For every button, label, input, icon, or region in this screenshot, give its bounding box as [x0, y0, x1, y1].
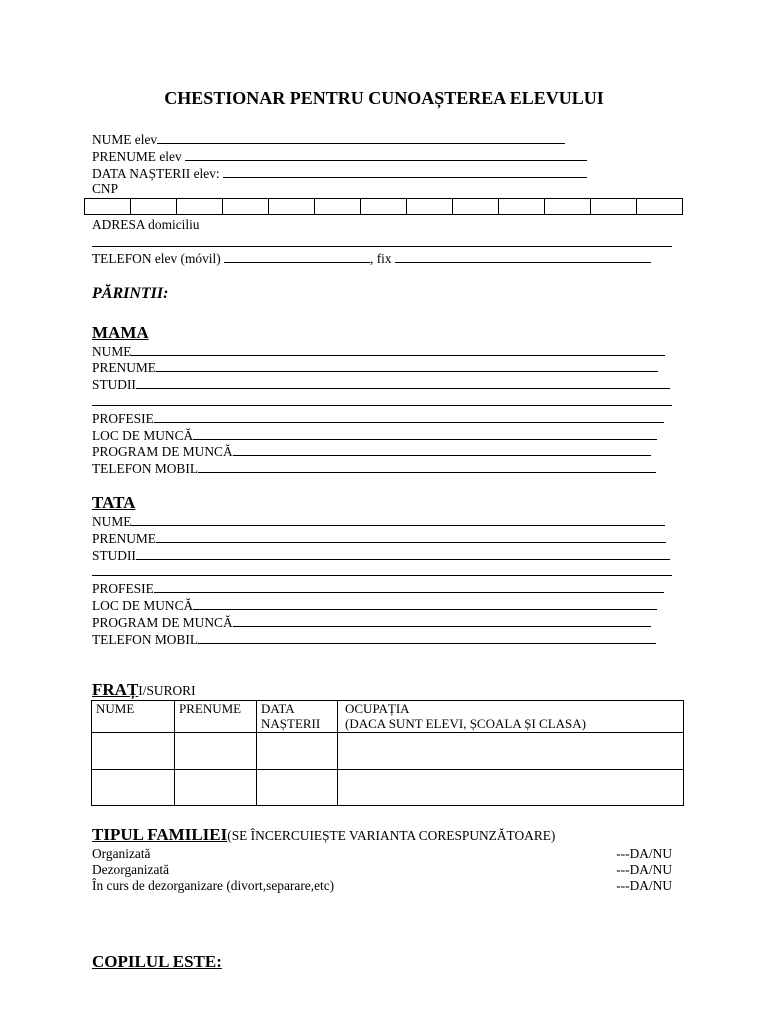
frati-col-ocupatia-l1: OCUPAȚIA [345, 701, 410, 716]
field-label: STUDII [92, 548, 136, 563]
table-cell[interactable] [338, 770, 684, 806]
blank-line[interactable] [193, 597, 657, 610]
field-label: PRENUME [92, 531, 156, 546]
field-data-nasterii [92, 165, 587, 182]
field-cnp-label: CNP [92, 181, 119, 196]
blank-line[interactable] [223, 165, 587, 178]
table-cell[interactable] [92, 733, 175, 770]
mama-loc-munca [92, 427, 657, 444]
field-label: TELEFON elev (móvil) [92, 251, 221, 266]
field-label: TELEFON MOBIL [92, 461, 199, 476]
frati-col-ocupatia-l2: (DACA SUNT ELEVI, ȘCOALA ȘI CLASA) [345, 716, 586, 731]
mama-nume [92, 343, 665, 360]
mama-studii [92, 376, 670, 393]
field-label: PROFESIE [92, 581, 154, 596]
table-cell[interactable] [257, 733, 338, 770]
table-cell[interactable] [92, 770, 175, 806]
blank-line[interactable] [92, 563, 672, 576]
field-label: DATA NAȘTERII elev: [92, 166, 220, 181]
table-cell[interactable] [175, 770, 257, 806]
frati-heading-rest: I/SURORI [138, 683, 196, 698]
cnp-cell[interactable] [361, 199, 407, 215]
cnp-cell[interactable] [315, 199, 361, 215]
cnp-cell[interactable] [591, 199, 637, 215]
field-nume-elev [92, 131, 565, 148]
tata-studii [92, 547, 670, 564]
cnp-cell[interactable] [85, 199, 131, 215]
field-label: NUME elev [92, 132, 158, 147]
tata-studii-cont [92, 563, 672, 580]
tata-profesie [92, 580, 664, 597]
table-cell[interactable] [338, 733, 684, 770]
section-parinti: PĂRINTII: [92, 285, 169, 302]
field-prenume-elev [92, 148, 587, 165]
section-mama: MAMA [92, 323, 149, 342]
table-row [92, 733, 684, 770]
cnp-cell[interactable] [499, 199, 545, 215]
field-label: LOC DE MUNCĂ [92, 428, 194, 443]
section-tata: TATA [92, 493, 136, 512]
frati-heading-bold: FRAȚ [92, 680, 139, 699]
blank-line[interactable] [193, 427, 657, 440]
blank-line[interactable] [156, 530, 666, 543]
field-label: PRENUME [92, 360, 156, 375]
frati-col-prenume: PRENUME [175, 701, 257, 733]
cnp-cell[interactable] [407, 199, 453, 215]
familie-option-answer[interactable]: ---DA/NU [616, 878, 672, 893]
table-cell[interactable] [257, 770, 338, 806]
blank-line[interactable] [136, 376, 670, 389]
mama-program [92, 443, 651, 460]
cnp-cell[interactable] [131, 199, 177, 215]
blank-line[interactable] [157, 131, 565, 144]
familie-option-answer[interactable]: ---DA/NU [616, 862, 672, 877]
tata-nume [92, 513, 665, 530]
blank-line[interactable] [154, 580, 664, 593]
blank-line[interactable] [131, 343, 665, 356]
tipul-familiei-heading: TIPUL FAMILIEI [92, 825, 228, 844]
frati-col-nume: NUME [92, 701, 175, 733]
blank-line[interactable] [198, 460, 656, 473]
field-label: LOC DE MUNCĂ [92, 598, 194, 613]
frati-col-data-l1: DATA [261, 701, 295, 716]
field-label: PROGRAM DE MUNCĂ [92, 615, 233, 630]
frati-table [91, 700, 684, 806]
section-frati [92, 681, 196, 700]
field-label: PROGRAM DE MUNCĂ [92, 444, 233, 459]
blank-line[interactable] [92, 393, 672, 406]
blank-line[interactable] [395, 250, 651, 263]
table-row [92, 770, 684, 806]
blank-line[interactable] [131, 513, 665, 526]
field-telefon [92, 250, 651, 267]
field-label: TELEFON MOBIL [92, 632, 199, 647]
cnp-cell[interactable] [637, 199, 683, 215]
blank-line[interactable] [233, 443, 651, 456]
blank-line[interactable] [92, 234, 672, 247]
tipul-familiei-note: (SE ÎNCERCUIEȘTE VARIANTA CORESPUNZĂTOARE) [227, 828, 556, 843]
frati-col-data [257, 701, 338, 733]
familie-option-label: Organizată [92, 846, 151, 861]
frati-col-ocupatia [338, 701, 684, 733]
cnp-cell[interactable] [453, 199, 499, 215]
field-label: PRENUME elev [92, 149, 182, 164]
field-adresa-label: ADRESA domiciliu [92, 217, 200, 232]
cnp-cell[interactable] [177, 199, 223, 215]
table-cell[interactable] [175, 733, 257, 770]
section-copilul-este: COPILUL ESTE: [92, 952, 222, 971]
tata-prenume [92, 530, 666, 547]
mama-prenume [92, 359, 658, 376]
cnp-cell[interactable] [545, 199, 591, 215]
tata-loc-munca [92, 597, 657, 614]
tata-telefon [92, 631, 656, 648]
blank-line[interactable] [233, 614, 651, 627]
page-title: CHESTIONAR PENTRU CUNOAȘTEREA ELEVULUI [164, 88, 604, 108]
field-label: , fix [370, 251, 392, 266]
cnp-cell[interactable] [223, 199, 269, 215]
section-tipul-familiei [92, 826, 555, 845]
field-label: PROFESIE [92, 411, 154, 426]
frati-col-data-l2: NAȘTERII [261, 716, 321, 731]
blank-line[interactable] [224, 250, 370, 263]
field-adresa [92, 234, 672, 251]
blank-line[interactable] [198, 631, 656, 644]
familie-option-label: Dezorganizată [92, 862, 170, 877]
field-label: NUME [92, 514, 132, 529]
blank-line[interactable] [156, 359, 658, 372]
field-label: NUME [92, 344, 132, 359]
cnp-cell[interactable] [269, 199, 315, 215]
mama-profesie [92, 410, 664, 427]
blank-line[interactable] [185, 148, 587, 161]
familie-option-answer[interactable]: ---DA/NU [616, 846, 672, 861]
blank-line[interactable] [154, 410, 664, 423]
cnp-grid [84, 198, 683, 215]
field-label: STUDII [92, 377, 136, 392]
mama-studii-cont [92, 393, 672, 410]
mama-telefon [92, 460, 656, 477]
familie-option-label: În curs de dezorganizare (divort,separare,etc) [92, 878, 335, 893]
tata-program [92, 614, 651, 631]
blank-line[interactable] [136, 547, 670, 560]
